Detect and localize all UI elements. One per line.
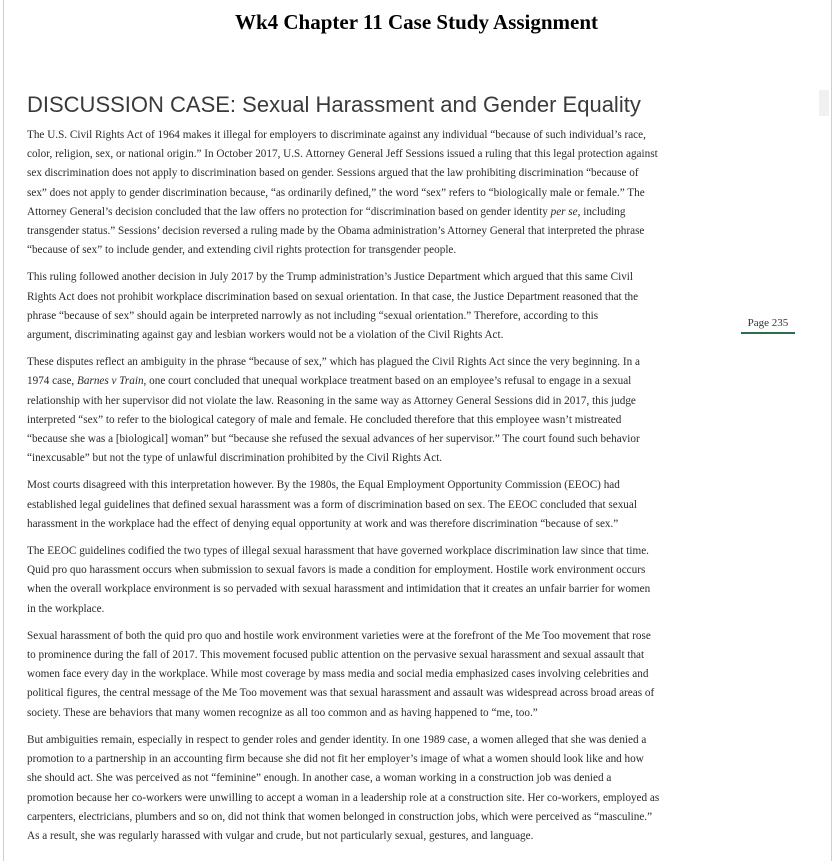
text-line: relationship with her supervisor did not violate the law. Reasoning in the same way as Attorney General Sessions did in 2017, this judge: [27, 394, 636, 407]
text-line: The U.S. Civil Rights Act of 1964 makes it illegal for employers to discriminate against any individual “because of such individual’s race,: [27, 129, 646, 141]
text-line: These disputes reflect an ambiguity in the phrase “because of sex,” which has plagued the Civil Rights Act since the very beginning. In a: [27, 356, 640, 369]
text-line: harassment in the workplace had the effect of denying equal opportunity at work and was therefore discrimination “because of sex.”: [27, 517, 619, 530]
text-line: transgender status.” Sessions’ decision reversed a ruling made by the Obama administration’s Attorney General that interpreted the phrase: [27, 225, 645, 238]
text-line: political figures, the central message of the Me Too movement was that sexual harassment and assault was widespread across broad areas of: [27, 687, 655, 700]
text-line: “inexcusable” but not the type of unlawful discrimination prohibited by the Civil Rights Act.: [27, 452, 443, 465]
text-line: in the workplace.: [27, 602, 105, 615]
text-line: Most courts disagreed with this interpretation however. By the 1980s, the Equal Employment Opportunity Commission (EEOC) had: [27, 479, 620, 492]
text-line: interpreted “sex” to refer to the biological category of male and female. He concluded therefore that this employee wasn’t mistreated: [27, 413, 622, 426]
text-line: women face every day in the workplace. While most coverage by mass media and social media emphasized cases involving celebrities and: [27, 668, 649, 681]
text-line: she should act. She was perceived as not “feminine” enough. In another case, a woman working in a construction job was denied a: [27, 772, 612, 785]
paragraph-6: [27, 627, 792, 723]
paragraph-3: [27, 353, 792, 468]
text-line: sex” does not apply to gender discrimination because, “as ordinarily defined,” the word “sex” refers to “biologically male or female.” The: [27, 186, 645, 199]
text-line: Attorney General’s decision concluded that the law offers no protection for “discrimination based on gender identity per se, including: [27, 205, 626, 218]
case-heading: DISCUSSION CASE: Sexual Harassment and Gender Equality: [27, 92, 641, 117]
paragraph-2: [27, 268, 792, 345]
paragraph-1: [27, 126, 792, 260]
document-title: Wk4 Chapter 11 Case Study Assignment: [234, 10, 599, 34]
text-line: sex discrimination does not apply to discrimination based on gender. Sessions argued that the law prohibiting discrimination “because of: [27, 167, 639, 180]
text-line: This ruling followed another decision in July 2017 by the Trump administration’s Justice Department which argued that this same Civil: [27, 271, 634, 284]
text-line: Sexual harassment of both the quid pro quo and hostile work environment varieties were at the forefront of the Me Too movement that rose: [27, 629, 651, 642]
text-line: to prominence during the fall of 2017. This movement focused public attention on the pervasive sexual harassment and sexual assault that: [27, 649, 645, 662]
text-line: argument, discriminating against gay and lesbian workers would not be a violation of the Civil Rights Act.: [27, 329, 504, 342]
text-line: promotion to a partnership in an accounting firm because she did not fit her employer’s image of what a women should look like and how: [27, 753, 644, 766]
text-line: carpenters, electricians, plumbers and so on, did not think that women belonged in construction jobs, which were perceived as “masculine.”: [27, 810, 653, 823]
paragraph-4: [27, 476, 792, 534]
text-line: Quid pro quo harassment occurs when submission to sexual favors is made a condition for employment. Hostile work environment occurs: [27, 564, 646, 577]
text-line: As a result, she was regularly harassed with vulgar and crude, but not particularly sexual, gestures, and language.: [27, 829, 534, 842]
text-line: when the overall workplace environment is so pervaded with sexual harassment and intimidation that it creates an unfair barrier for women: [27, 583, 651, 596]
text-line: The EEOC guidelines codified the two types of illegal sexual harassment that have governed workplace discrimination law since that time.: [27, 545, 649, 558]
text-line: Rights Act does not prohibit workplace discrimination based on sexual orientation. In that case, the Justice Department reasoned that the: [27, 290, 639, 303]
paragraph-7: [27, 731, 792, 846]
text-line: phrase “because of sex” should again be interpreted narrowly as not including “sexual orientation.” Therefore, according to this: [27, 309, 599, 322]
scrollbar-thumb[interactable]: [819, 90, 829, 116]
text-line: But ambiguities remain, especially in respect to gender roles and gender identity. In one 1989 case, a women alleged that she was denied a: [27, 733, 647, 746]
text-line: color, religion, sex, or national origin.” In October 2017, U.S. Attorney General Jeff Sessions issued a ruling that this legal protection against: [27, 148, 658, 161]
text-line: “because of sex” to include gender, and extending civil rights protection for transgender people.: [27, 244, 457, 257]
paragraph-5: [27, 542, 792, 619]
text-line: established legal guidelines that defined sexual harassment was a form of discrimination based on sex. The EEOC concluded that sexual: [27, 498, 637, 511]
text-line: 1974 case, Barnes v Train, one court concluded that unequal workplace treatment based on an employee’s refusal to engage in a sexual: [27, 375, 632, 388]
text-line: promotion because her co-workers were unwilling to accept a woman in a leadership role at a construction site. Her co-workers, employed as: [27, 791, 660, 804]
case-body: [27, 126, 792, 854]
page-number-marker: Page 235: [741, 314, 795, 334]
text-line: “because she was a [biological] woman” but “because she refused the sexual advances of her supervisor.” The court found such behavior: [27, 433, 640, 446]
text-line: society. These are behaviors that many women recognize as all too common and as having happened to “me, too.”: [27, 706, 538, 719]
